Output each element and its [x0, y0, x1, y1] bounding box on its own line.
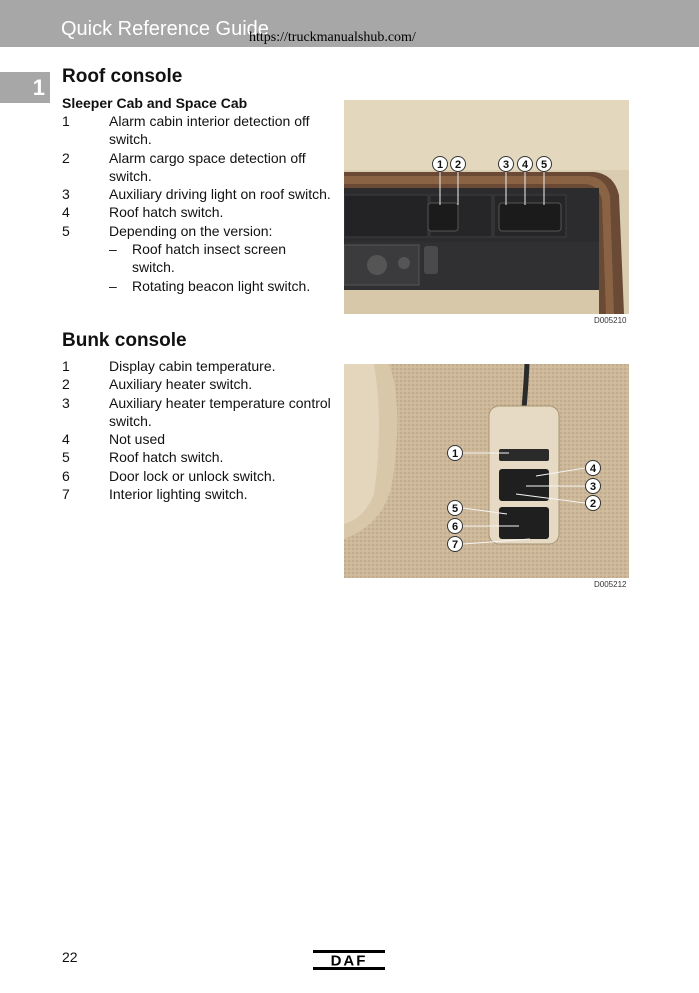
item-number: 1 — [62, 358, 70, 374]
bunk-console-photo — [344, 364, 629, 578]
list-item — [62, 485, 332, 503]
chapter-tab: 1 — [0, 72, 50, 103]
callout-1: 1 — [436, 159, 444, 171]
item-text: Alarm cargo space detection off switch. — [109, 149, 306, 184]
item-text: Not used — [109, 431, 166, 448]
item-text: Auxiliary heater switch. — [109, 376, 253, 393]
item-number: 1 — [62, 113, 70, 129]
roof-photo-code: D005210 — [594, 316, 627, 325]
list-item — [62, 149, 332, 186]
item-text: Auxiliary driving light on roof switch. — [109, 186, 331, 203]
item-number: 3 — [62, 186, 70, 203]
list-item — [62, 112, 332, 149]
item-text-label: Depending on the version: — [109, 222, 273, 239]
roof-console-subtitle: Sleeper Cab and Space Cab — [62, 95, 248, 111]
callout-3: 3 — [589, 481, 597, 493]
item-number: 6 — [62, 467, 70, 484]
bunk-console-list — [62, 357, 332, 503]
list-item — [62, 430, 332, 448]
item-text: Roof hatch switch. — [109, 204, 224, 221]
page-number: 22 — [62, 949, 78, 965]
item-text — [109, 222, 332, 295]
list-item — [62, 394, 332, 431]
callout-3: 3 — [502, 159, 510, 171]
item-number: 7 — [62, 486, 70, 503]
header-url[interactable]: https://truckmanualshub.com/ — [249, 30, 416, 45]
item-number: 3 — [62, 394, 70, 411]
bunk-console-title: Bunk console — [62, 330, 187, 351]
item-text: Roof hatch switch. — [109, 449, 224, 466]
list-item — [62, 203, 332, 221]
callout-6: 6 — [451, 521, 459, 533]
callout-2: 2 — [589, 498, 597, 510]
roof-console-title: Roof console — [62, 66, 183, 87]
callout-2: 2 — [454, 159, 462, 171]
item-text: Auxiliary heater temperature control switch. — [109, 394, 331, 429]
daf-logo — [313, 950, 385, 975]
item-text: Alarm cabin interior detection off switch. — [109, 113, 310, 148]
list-item — [62, 375, 332, 393]
item-number: 4 — [62, 204, 70, 221]
sub-list — [109, 240, 332, 295]
callout-1: 1 — [451, 448, 459, 460]
callout-7: 7 — [451, 539, 459, 551]
roof-console-list — [62, 112, 332, 295]
sub-item-text: Rotating beacon light switch. — [132, 277, 311, 294]
logo-text: DAF — [330, 952, 368, 970]
list-item — [62, 357, 332, 375]
sub-list-item — [109, 240, 332, 277]
item-number: 2 — [62, 376, 70, 393]
list-item — [62, 222, 332, 295]
sub-list-item — [109, 277, 332, 295]
bunk-photo-code: D005212 — [594, 580, 627, 589]
callout-4: 4 — [589, 463, 597, 475]
item-text: Display cabin temperature. — [109, 358, 276, 374]
list-item — [62, 185, 332, 203]
header-title: Quick Reference Guide — [61, 18, 269, 40]
item-number: 4 — [62, 431, 70, 448]
callout-5: 5 — [451, 503, 459, 515]
sub-item-text: Roof hatch insect screen switch. — [132, 241, 287, 276]
item-number: 5 — [62, 449, 70, 466]
list-item — [62, 467, 332, 485]
callout-5: 5 — [540, 159, 548, 171]
item-number: 2 — [62, 149, 70, 166]
item-text: Door lock or unlock switch. — [109, 467, 276, 484]
list-item — [62, 448, 332, 466]
sub-item-dash: – — [109, 277, 117, 294]
item-number: 5 — [62, 222, 70, 239]
roof-console-photo — [344, 100, 629, 314]
item-text: Interior lighting switch. — [109, 486, 248, 503]
callout-4: 4 — [521, 159, 529, 171]
sub-item-dash: – — [109, 241, 117, 258]
